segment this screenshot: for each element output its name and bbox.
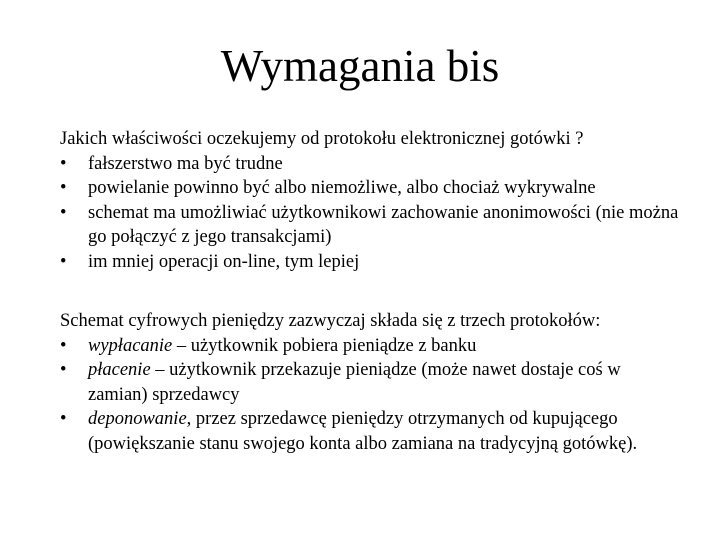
bullet-icon: • xyxy=(60,335,67,356)
bullet-icon: • xyxy=(60,178,67,198)
bullet-icon: • xyxy=(60,153,67,174)
protocols-intro: Schemat cyfrowych pieniędzy zazwyczaj składa się z trzech protokołów: xyxy=(60,311,601,331)
protocols-list xyxy=(60,334,680,457)
list-item xyxy=(60,334,680,359)
requirements-list xyxy=(60,152,680,275)
list-item-text: im mniej operacji on-line, tym lepiej xyxy=(88,251,360,272)
protocol-description: – użytkownik przekazuje pieniądze (może nawet dostaje coś w zamian) sprzedawcy xyxy=(88,360,621,405)
list-item xyxy=(60,358,680,407)
protocol-description: – użytkownik pobiera pieniądze z banku xyxy=(172,335,477,356)
list-item xyxy=(60,407,680,456)
list-item xyxy=(60,152,680,177)
slide-title: Wymagania bis xyxy=(220,41,500,91)
list-item xyxy=(60,201,680,250)
list-item xyxy=(60,176,680,201)
list-item xyxy=(60,250,680,275)
bullet-icon: • xyxy=(60,251,67,272)
protocol-term: deponowanie xyxy=(88,409,187,429)
protocols-section xyxy=(60,309,680,456)
requirements-section xyxy=(60,127,680,274)
requirements-intro: Jakich właściwości oczekujemy od protokołu elektronicznej gotówki ? xyxy=(60,129,584,149)
list-item-text: powielanie powinno być albo niemożliwe, albo chociaż wykrywalne xyxy=(88,178,596,198)
bullet-icon: • xyxy=(60,409,67,429)
list-item-text: schemat ma umożliwiać użytkownikowi zachowanie anonimowości (nie można go połączyć z jego transakcjami) xyxy=(88,202,679,247)
bullet-icon: • xyxy=(60,202,67,223)
protocol-term: płacenie xyxy=(88,360,151,380)
protocol-description: , przez sprzedawcę pieniędzy otrzymanych od kupującego (powiększanie stanu swojego konta albo zamiana na tradycyjną gotówkę). xyxy=(88,409,638,454)
protocol-term: wypłacanie xyxy=(88,335,173,356)
bullet-icon: • xyxy=(60,360,67,380)
list-item-text: fałszerstwo ma być trudne xyxy=(88,153,283,174)
